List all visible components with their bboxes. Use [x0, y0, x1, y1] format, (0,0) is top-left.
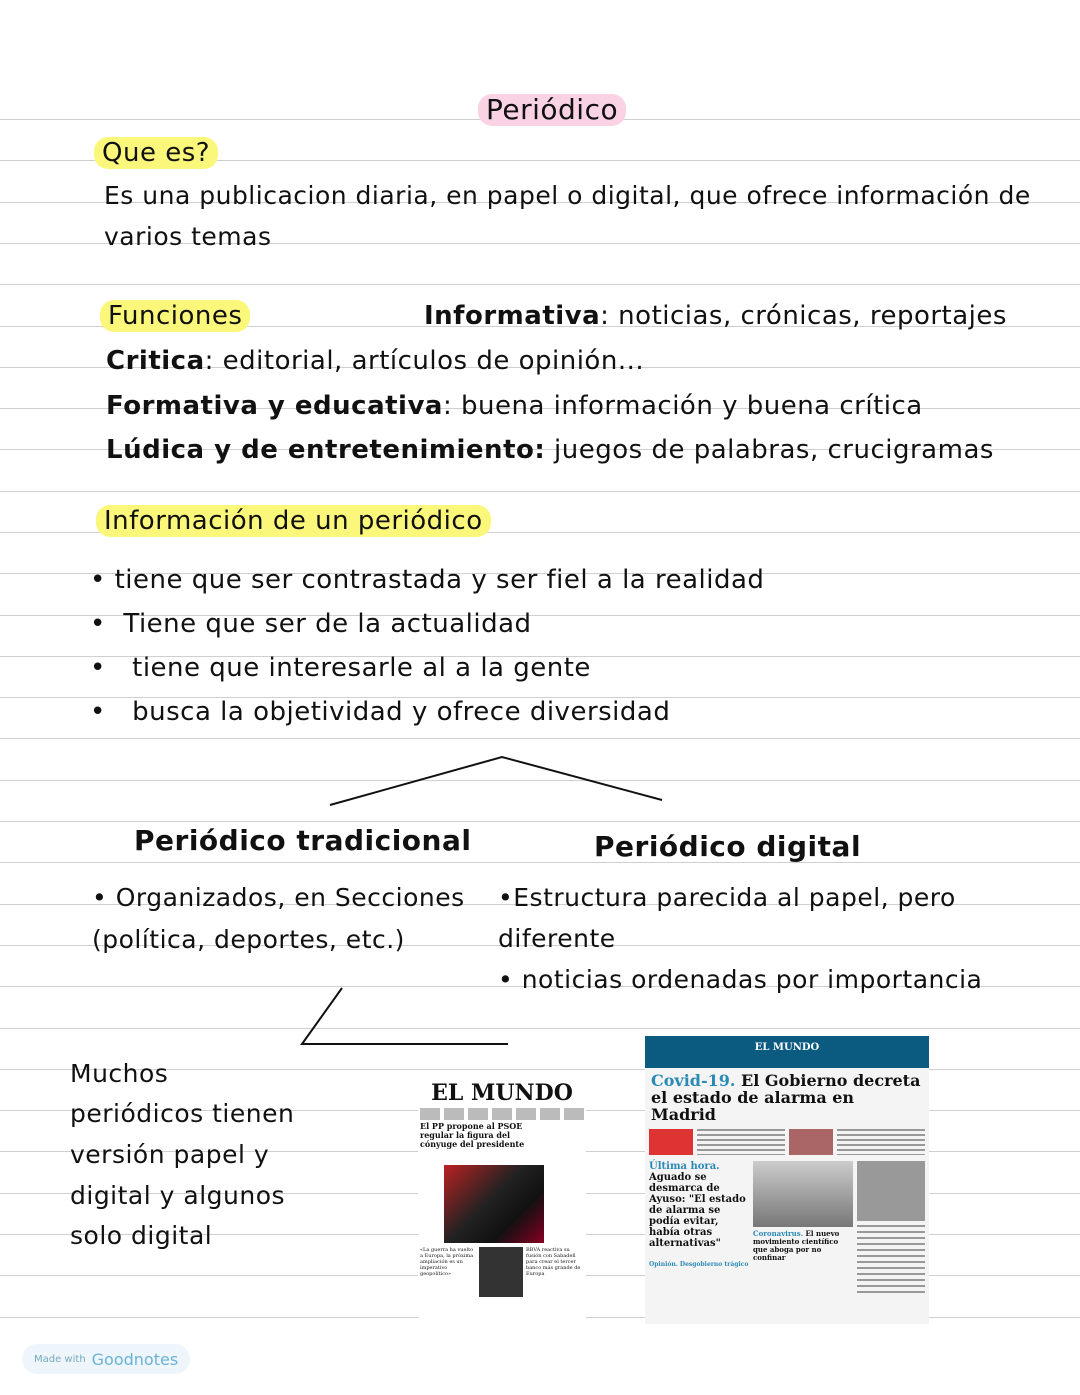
print-subheadline: «La guerra ha vuelto a Europa, la próxima ampliación es un imperativo geopolítico»: [420, 1247, 474, 1277]
note-line: versión papel y: [70, 1140, 270, 1169]
web-opinion: Opinión. Desgobierno trágico: [649, 1261, 749, 1268]
funcion-formativa: Formativa y educativa: buena información y buena crítica: [106, 391, 923, 421]
definition-line-1: Es una publicacion diaria, en papel o digital, que ofrece información de: [104, 181, 1031, 210]
heading-informacion: Información de un periódico: [96, 505, 491, 537]
note-line: digital y algunos: [70, 1181, 286, 1210]
heading-tradicional: Periódico tradicional: [134, 824, 472, 857]
web-masthead: EL MUNDO: [754, 1042, 820, 1053]
web-corona-news: Coronavirus. El nuevo movimiento científico que aboga por no confinar: [753, 1229, 840, 1262]
web-header: [645, 1036, 929, 1068]
tradicional-line-1: • Organizados, en Secciones: [92, 883, 465, 912]
tradicional-line-2: (política, deportes, etc.): [92, 925, 405, 954]
bullet-item: • busca la objetividad y ofrece diversidad: [90, 697, 671, 727]
bullet-item: • tiene que interesarle al a la gente: [90, 653, 591, 683]
bullet-item: • Tiene que ser de la actualidad: [90, 609, 532, 639]
note-line: periódicos tienen: [70, 1099, 295, 1128]
page-title: Periódico: [478, 94, 626, 126]
print-headline: El PP propone al PSOE regular la figura del cónyuge del presidente: [420, 1121, 525, 1149]
print-subheadline: BBVA reactiva su fusión con Sabadell para crear el tercer banco más grande de Europa: [526, 1247, 581, 1277]
web-newspaper-image: [645, 1036, 929, 1324]
note-line: solo digital: [70, 1221, 213, 1250]
bullet-item: • tiene que ser contrastada y ser fiel a la realidad: [90, 565, 765, 595]
watermark-made-with: Made with: [34, 1353, 86, 1365]
web-headline: Covid-19. El Gobierno decreta el estado de alarma en Madrid: [651, 1071, 921, 1124]
heading-que-es: Que es?: [94, 137, 218, 169]
note-line: Muchos: [70, 1059, 169, 1088]
print-masthead: EL MUNDO: [431, 1080, 573, 1106]
funcion-informativa: Informativa: noticias, crónicas, reportajes: [424, 301, 1007, 331]
funcion-ludica: Lúdica y de entretenimiento: juegos de palabras, crucigramas: [106, 435, 994, 465]
definition-line-2: varios temas: [104, 222, 272, 251]
watermark-brand: Goodnotes: [91, 1349, 179, 1369]
funcion-critica: Critica: editorial, artículos de opinión...: [106, 346, 645, 376]
heading-funciones: Funciones: [100, 300, 250, 332]
goodnotes-watermark: [22, 1344, 190, 1374]
web-last-news: Última hora. Aguado se desmarca de Ayuso: "El estado de alarma se podía evitar, había otras alternativas" Opinión. Desgobierno trágico: [649, 1161, 749, 1268]
digital-line-2: diferente: [498, 924, 616, 953]
heading-digital: Periódico digital: [594, 830, 862, 863]
digital-line-3: • noticias ordenadas por importancia: [498, 965, 983, 994]
digital-line-1: •Estructura parecida al papel, pero: [498, 883, 956, 912]
print-newspaper-image: [418, 1078, 586, 1318]
